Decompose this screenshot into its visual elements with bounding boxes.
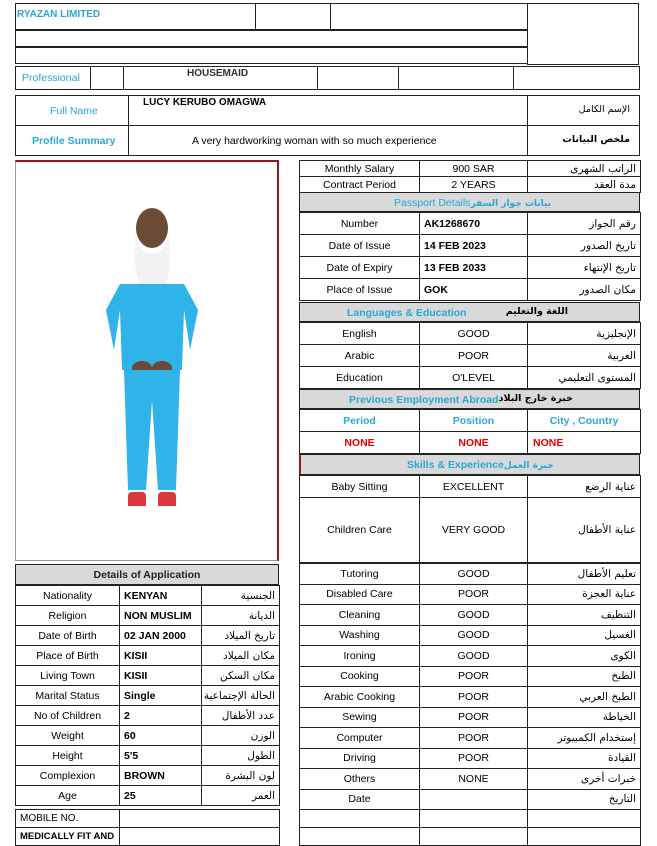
detail-value: KENYAN: [120, 586, 202, 606]
table-row: [300, 257, 641, 279]
employment-period: NONE: [300, 432, 420, 454]
table-row: [300, 769, 641, 790]
skill-value: POOR: [420, 687, 528, 708]
language-value: GOOD: [420, 323, 528, 345]
detail-ar: تاريخ الميلاد: [202, 626, 280, 646]
table-row: [16, 706, 280, 726]
detail-value: KISII: [120, 646, 202, 666]
skill-label: Ironing: [300, 646, 420, 667]
profile-text: A very hardworking woman with so much experience: [192, 135, 437, 147]
table-row: [300, 345, 641, 367]
table-row: [300, 279, 641, 301]
salary-label: Monthly Salary: [300, 161, 420, 177]
passport-label: Place of Issue: [300, 279, 420, 301]
detail-label: No of Children: [16, 706, 120, 726]
table-row: [300, 789, 641, 810]
table-row: [300, 323, 641, 345]
skills-table: [299, 563, 641, 810]
detail-value: 2: [120, 706, 202, 726]
skill-ar: عناية الرضع: [528, 476, 641, 498]
detail-ar: الوزن: [202, 726, 280, 746]
salary-table: [299, 160, 641, 193]
skill-value: GOOD: [420, 605, 528, 626]
skill-ar: التاريخ: [528, 789, 641, 810]
skill-ar: الطبخ: [528, 666, 641, 687]
passport-label: Date of Issue: [300, 235, 420, 257]
skill-ar: إستخدام الكمبيوتر: [528, 728, 641, 749]
skill-label: Disabled Care: [300, 584, 420, 605]
full-name-value: LUCY KERUBO OMAGWA: [143, 97, 267, 108]
skill-label: Others: [300, 769, 420, 790]
employment-city: NONE: [528, 432, 641, 454]
skill-ar: تعليم الأطفال: [528, 564, 641, 585]
detail-value: KISII: [120, 666, 202, 686]
skill-value: POOR: [420, 707, 528, 728]
language-ar: العربية: [528, 345, 641, 367]
table-row: [300, 564, 641, 585]
table-row: [300, 666, 641, 687]
detail-label: Complexion: [16, 766, 120, 786]
table-row: [16, 786, 280, 806]
skill-label: Washing: [300, 625, 420, 646]
detail-ar: لون البشرة: [202, 766, 280, 786]
skill-value: GOOD: [420, 564, 528, 585]
detail-ar: مكان السكن: [202, 666, 280, 686]
candidate-photo: [80, 200, 220, 525]
language-ar: المستوى التعليمي: [528, 367, 641, 389]
professional-label: Professional: [22, 72, 80, 84]
table-row: [16, 606, 280, 626]
table-row: [16, 746, 280, 766]
detail-value: BROWN: [120, 766, 202, 786]
detail-ar: الطول: [202, 746, 280, 766]
detail-value: NON MUSLIM: [120, 606, 202, 626]
languages-header-ar: اللغة والتعليم: [505, 306, 568, 317]
skill-ar: الغسيل: [528, 625, 641, 646]
detail-label: Religion: [16, 606, 120, 626]
skill-label: Sewing: [300, 707, 420, 728]
skill-ar: الخياطة: [528, 707, 641, 728]
detail-ar: مكان الميلاد: [202, 646, 280, 666]
table-row: [300, 235, 641, 257]
passport-ar: مكان الصدور: [528, 279, 641, 301]
skill-value: GOOD: [420, 646, 528, 667]
employment-table: [299, 409, 641, 454]
contract-label: Contract Period: [300, 177, 420, 193]
detail-ar: الحالة الإجتماعية: [202, 686, 280, 706]
table-row: [16, 686, 280, 706]
employment-col-position: Position: [420, 410, 528, 432]
skill-ar: خبرات أخرى: [528, 769, 641, 790]
skills-header-label: Skills & Experienceخبرة العمل: [407, 459, 554, 471]
table-row: [300, 367, 641, 389]
skill-value: NONE: [420, 769, 528, 790]
detail-value: Single: [120, 686, 202, 706]
profile-label: Profile Summary: [32, 135, 116, 147]
skill-value: POOR: [420, 728, 528, 749]
skill-label: Arabic Cooking: [300, 687, 420, 708]
mobile-label: MOBILE NO.: [16, 810, 120, 828]
languages-table: [299, 322, 641, 389]
table-row: [16, 626, 280, 646]
skill-label: Driving: [300, 748, 420, 769]
table-row: [16, 586, 280, 606]
table-row: [300, 625, 641, 646]
professional-row: [15, 66, 640, 90]
details-header-label: Details of Application: [93, 569, 201, 581]
detail-label: Marital Status: [16, 686, 120, 706]
skill-value: GOOD: [420, 625, 528, 646]
language-label: Education: [300, 367, 420, 389]
passport-value: 14 FEB 2023: [420, 235, 528, 257]
salary-value: 900 SAR: [420, 161, 528, 177]
full-name-ar: الإسم الكامل: [578, 104, 630, 115]
language-value: O'LEVEL: [420, 367, 528, 389]
detail-label: Height: [16, 746, 120, 766]
employment-col-city: City , Country: [528, 410, 641, 432]
table-row: [16, 646, 280, 666]
table-row: [300, 728, 641, 749]
salary-ar: الراتب الشهرى: [528, 161, 641, 177]
company-name: RYAZAN LIMITED: [17, 9, 101, 20]
skill-label: Cooking: [300, 666, 420, 687]
photo-placeholder-top: [527, 3, 639, 65]
skill-value: VERY GOOD: [420, 498, 528, 563]
detail-value: 25: [120, 786, 202, 806]
languages-header-label: Languages & Education: [347, 307, 467, 319]
detail-label: Living Town: [16, 666, 120, 686]
detail-value: 60: [120, 726, 202, 746]
extra-table: [15, 809, 280, 846]
profession-value: HOUSEMAID: [187, 68, 249, 79]
table-row: [300, 707, 641, 728]
employment-position: NONE: [420, 432, 528, 454]
skill-value: EXCELLENT: [420, 476, 528, 498]
detail-ar: الجنسية: [202, 586, 280, 606]
detail-label: Weight: [16, 726, 120, 746]
passport-ar: تاريخ الصدور: [528, 235, 641, 257]
language-label: Arabic: [300, 345, 420, 367]
skill-ar: الطبخ العربي: [528, 687, 641, 708]
skill-ar: عناية الأطفال: [528, 498, 641, 563]
table-row: [16, 766, 280, 786]
passport-label: Date of Expiry: [300, 257, 420, 279]
detail-ar: الديانة: [202, 606, 280, 626]
skill-label: Computer: [300, 728, 420, 749]
contract-value: 2 YEARS: [420, 177, 528, 193]
skill-value: POOR: [420, 666, 528, 687]
skill-value: POOR: [420, 748, 528, 769]
detail-label: Date of Birth: [16, 626, 120, 646]
passport-table: [299, 212, 641, 301]
passport-value: GOK: [420, 279, 528, 301]
skill-label: Cleaning: [300, 605, 420, 626]
table-row: [16, 666, 280, 686]
profile-ar: ملخص البيانات: [562, 134, 630, 145]
language-ar: الإنجليزية: [528, 323, 641, 345]
detail-label: Age: [16, 786, 120, 806]
skill-ar: القيادة: [528, 748, 641, 769]
passport-ar: رقم الجواز: [528, 213, 641, 235]
skill-ar: الكوى: [528, 646, 641, 667]
employment-header-label: Previous Employment Abroad: [349, 394, 499, 406]
details-table: [15, 585, 280, 806]
skill-value: [420, 789, 528, 810]
contract-ar: مدة العقد: [528, 177, 641, 193]
header-row-3: [15, 47, 528, 64]
passport-value: AK1268670: [420, 213, 528, 235]
detail-value: 02 JAN 2000: [120, 626, 202, 646]
passport-label: Number: [300, 213, 420, 235]
language-label: English: [300, 323, 420, 345]
passport-value: 13 FEB 2033: [420, 257, 528, 279]
medical-label: MEDICALLY FIT AND: [16, 828, 120, 846]
passport-ar: تاريخ الإنتهاء: [528, 257, 641, 279]
table-row: [300, 646, 641, 667]
table-row: [300, 584, 641, 605]
skill-label: Baby Sitting: [300, 476, 420, 498]
skill-label: Tutoring: [300, 564, 420, 585]
skill-ar: عناية العجزة: [528, 584, 641, 605]
table-row: [300, 748, 641, 769]
employment-header-ar: خبرة خارج البلاد: [498, 393, 573, 404]
skill-label: Children Care: [300, 498, 420, 563]
table-row: [16, 726, 280, 746]
full-name-label: Full Name: [50, 105, 98, 117]
skill-value: POOR: [420, 584, 528, 605]
table-row: [300, 605, 641, 626]
skill-ar: التنظيف: [528, 605, 641, 626]
language-value: POOR: [420, 345, 528, 367]
employment-col-period: Period: [300, 410, 420, 432]
detail-value: 5'5: [120, 746, 202, 766]
extra-table-right: [299, 809, 641, 846]
skill-label: Date: [300, 789, 420, 810]
table-row: [300, 213, 641, 235]
detail-ar: العمر: [202, 786, 280, 806]
detail-label: Nationality: [16, 586, 120, 606]
detail-ar: عدد الأطفال: [202, 706, 280, 726]
passport-header-label: Passport Detailsبيانات جواز السفر: [394, 197, 552, 209]
skills-top-table: [299, 475, 641, 563]
table-row: [300, 687, 641, 708]
detail-label: Place of Birth: [16, 646, 120, 666]
header-row-2: [15, 30, 528, 47]
